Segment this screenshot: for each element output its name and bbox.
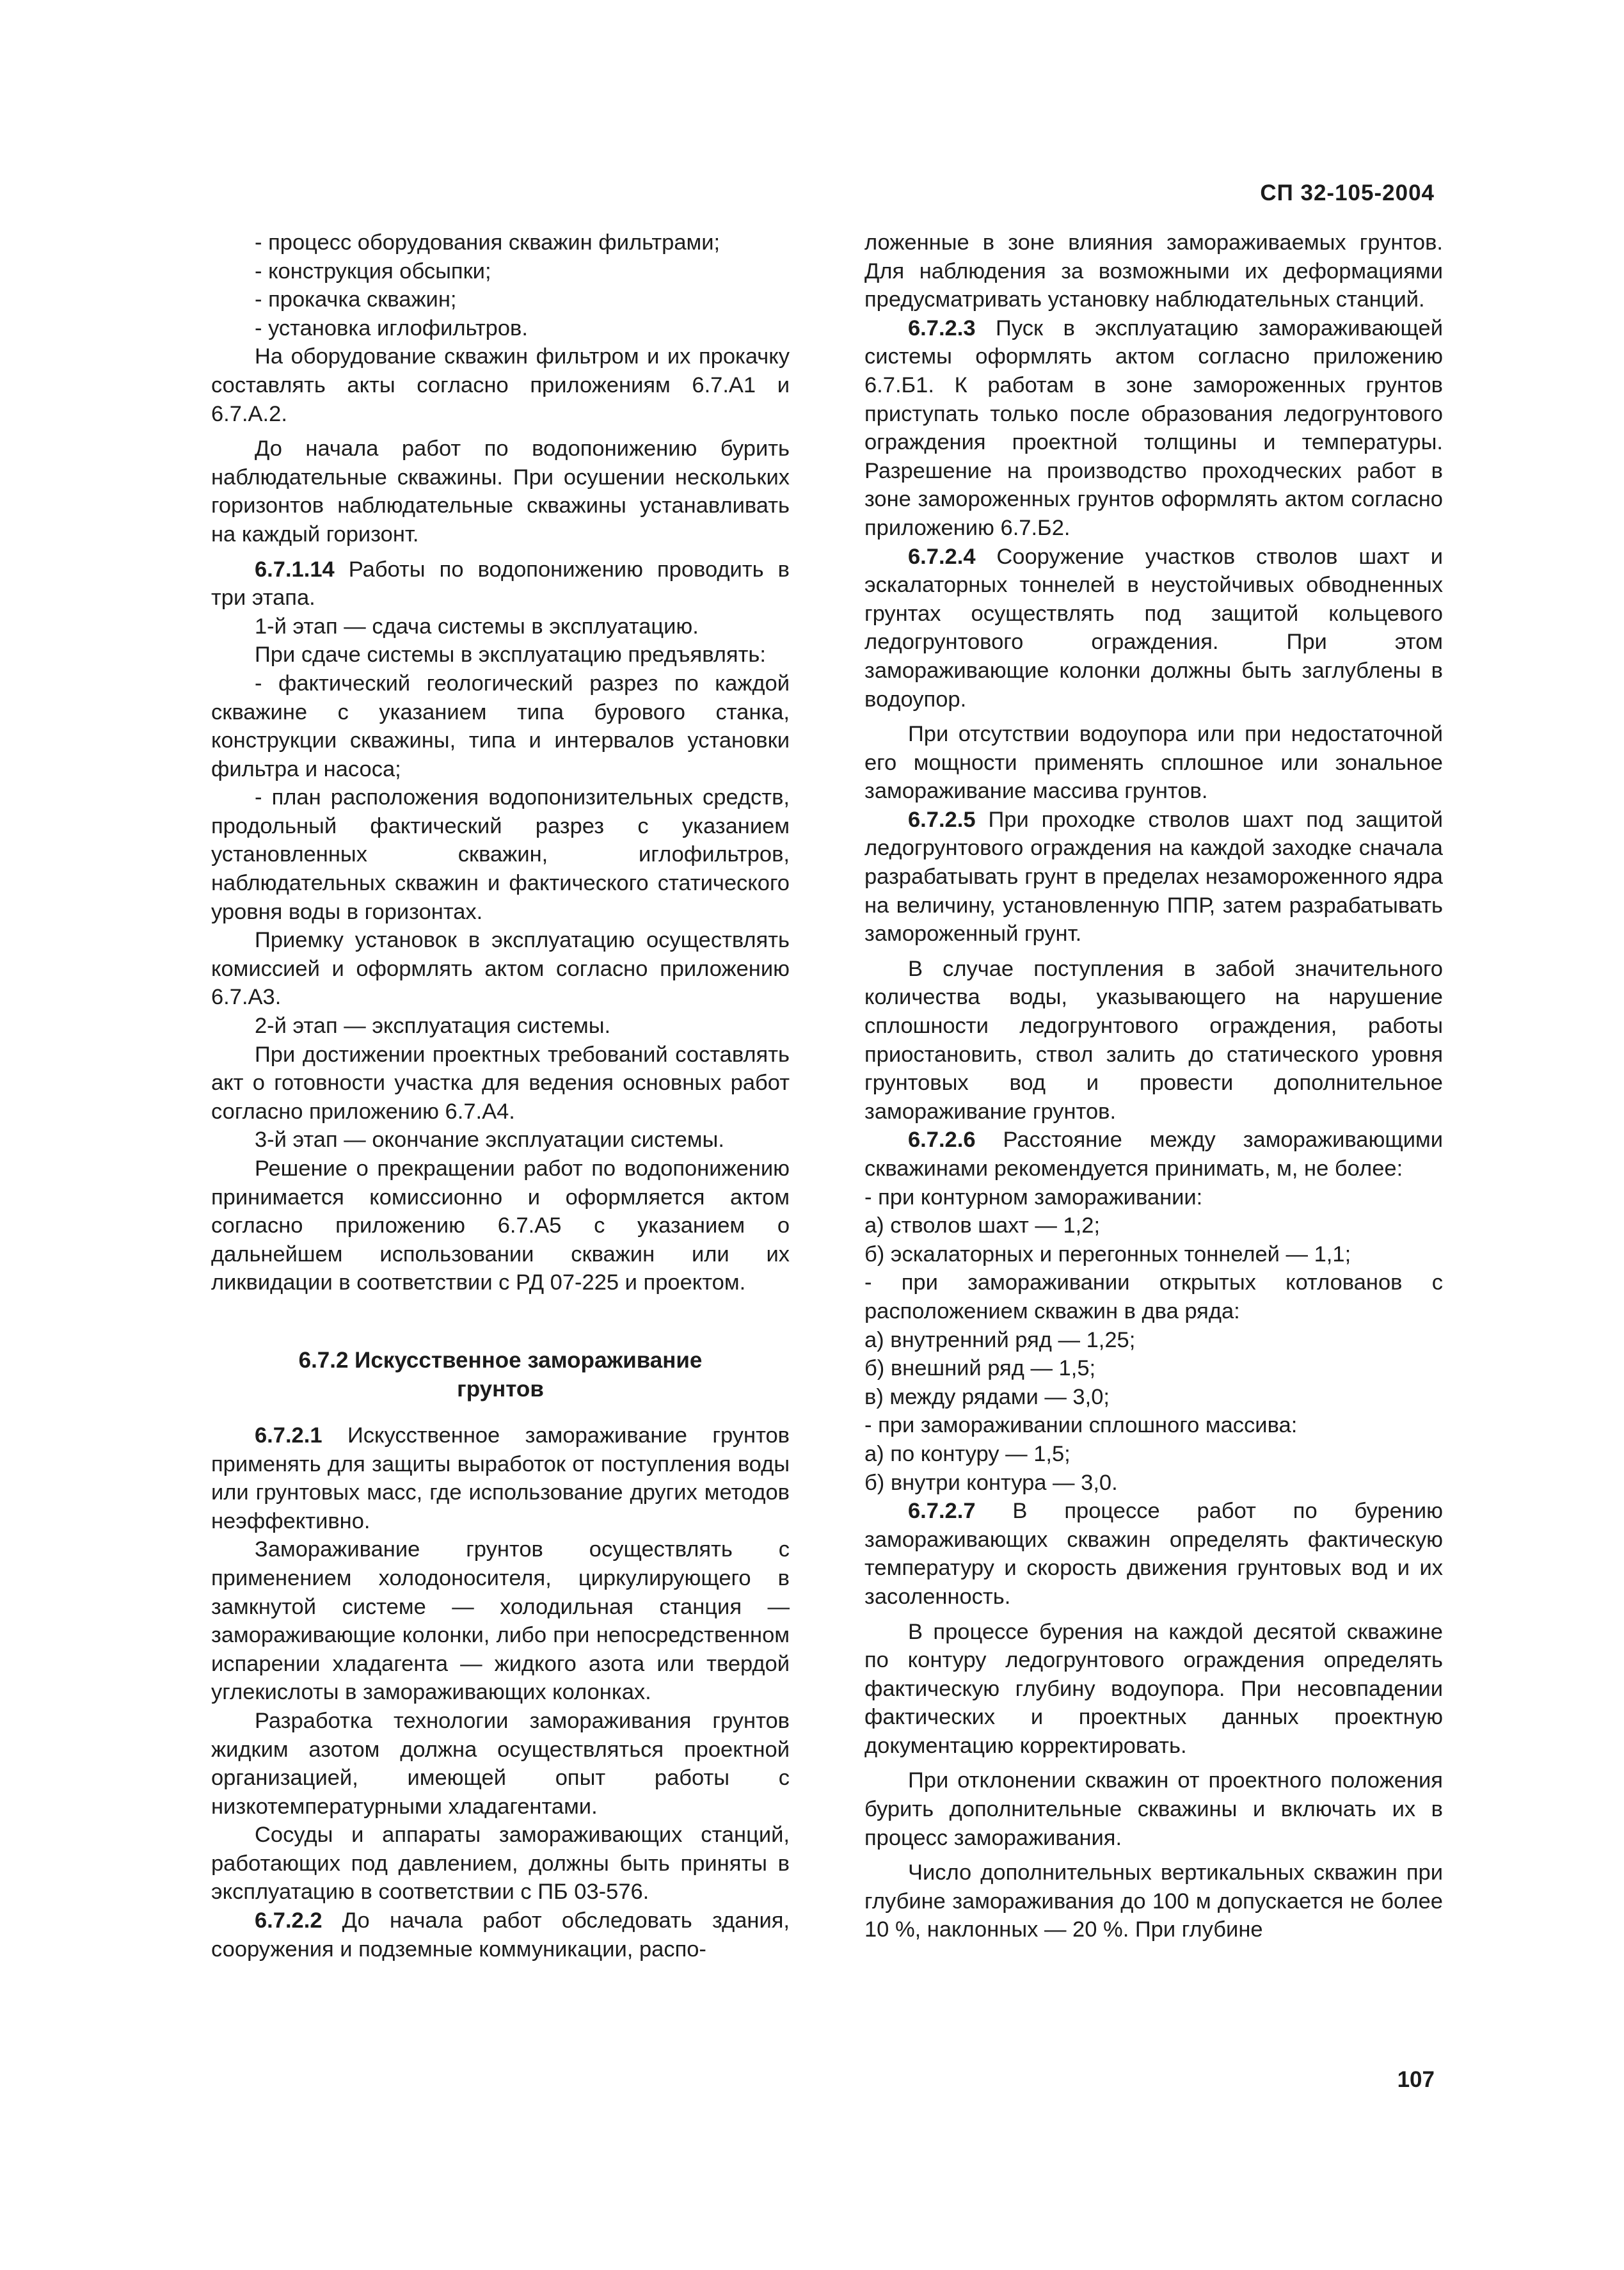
- paragraph: При отсутствии водоупора или при недостаточной его мощности применять сплошное или зональное замораживание массива грунтов.: [864, 722, 1443, 804]
- right-column: [864, 228, 1443, 1944]
- list-item: в) между рядами — 3,0;: [864, 1384, 1110, 1409]
- clause-number: 6.7.1.14: [255, 557, 335, 582]
- paragraph: В процессе бурения на каждой десятой скважине по контуру ледогрунтового ограждения определять фактическую глубину водоупора. При несовпадении фактических и проектных данных проектную документацию корректировать.: [864, 1619, 1443, 1758]
- section-heading-line: грунтов: [457, 1376, 544, 1402]
- list-item: б) внутри контура — 3,0.: [864, 1470, 1118, 1495]
- paragraph-text: До начала работ обследовать здания, сооружения и подземные коммуникации, распо-: [211, 1908, 790, 1962]
- paragraph-text: Искусственное замораживание грунтов применять для защиты выработок от поступления воды или грунтовых масс, где использование других методов неэффективно.: [211, 1423, 790, 1533]
- paragraph: 3-й этап — окончание эксплуатации системы.: [255, 1128, 724, 1153]
- paragraph-text: В процессе работ по бурению замораживающих скважин определять фактическую температуру и скорость движения грунтовых вод и их засоленность.: [864, 1499, 1443, 1609]
- paragraph: Разработка технологии замораживания грунтов жидким азотом должна осуществляться проектной организацией, имеющей опыт работы с низкотемпературными хладагентами.: [211, 1708, 790, 1819]
- paragraph: Число дополнительных вертикальных скважин при глубине замораживания до 100 м допускается не более 10 %, наклонных — 20 %. При глубине: [864, 1860, 1443, 1942]
- section-heading-line: 6.7.2 Искусственное замораживание: [298, 1347, 703, 1373]
- paragraph: Решение о прекращении работ по водопонижению принимается комиссионно и оформляется актом согласно приложению 6.7.А5 с указанием о дальнейшем использовании скважин или их ликвидации в соответствии с РД 07-225 и проектом.: [211, 1156, 790, 1295]
- paragraph-text: Работы по водопонижению проводить в три этапа.: [211, 557, 790, 611]
- list-item: б) внешний ряд — 1,5;: [864, 1356, 1096, 1381]
- paragraph: - прокачка скважин;: [255, 287, 457, 312]
- page-number: 107: [1397, 2067, 1435, 2092]
- paragraph: Замораживание грунтов осуществлять с применением холодоносителя, циркулирующего в замкнутой системе — холодильная станция — замораживающие колонки, либо при непосредственном испарении хладагента — жидкого азота или твердой углекислоты в замораживающих колонках.: [211, 1537, 790, 1705]
- clause-number: 6.7.2.1: [255, 1423, 322, 1448]
- paragraph: При отклонении скважин от проектного положения бурить дополнительные скважины и включать их в процесс замораживания.: [864, 1768, 1443, 1850]
- document-code: СП 32-105-2004: [1260, 180, 1435, 205]
- paragraph: [864, 806, 1443, 948]
- list-item: - при замораживании сплошного массива:: [864, 1413, 1298, 1438]
- paragraph: [864, 1497, 1443, 1611]
- paragraph-text: При проходке стволов шахт под защитой ледогрунтового ограждения на каждой заходке сначала разрабатывать грунт в пределах незамороженного ядра на величину, установленную ППР, затем разрабатывать замороженный грунт.: [864, 807, 1443, 947]
- list-item: а) по контуру — 1,5;: [864, 1441, 1071, 1466]
- paragraph: На оборудование скважин фильтром и их прокачку составлять акты согласно приложениям 6.7.А1 и 6.7.А.2.: [211, 344, 790, 426]
- paragraph: [864, 314, 1443, 543]
- paragraph: 2-й этап — эксплуатация системы.: [255, 1014, 611, 1039]
- paragraph: - установка иглофильтров.: [255, 316, 528, 340]
- paragraph: До начала работ по водопонижению бурить наблюдательные скважины. При осушении нескольких горизонтов наблюдательные скважины устанавливать на каждый горизонт.: [211, 436, 790, 547]
- list-item: - при контурном замораживании:: [864, 1185, 1203, 1210]
- list-item: б) эскалаторных и перегонных тоннелей — 1,1;: [864, 1242, 1351, 1267]
- paragraph: При достижении проектных требований составлять акт о готовности участка для ведения основных работ согласно приложению 6.7.А4.: [211, 1042, 790, 1124]
- paragraph: - конструкция обсыпки;: [255, 259, 491, 284]
- list-item: а) внутренний ряд — 1,25;: [864, 1327, 1136, 1352]
- paragraph: ложенные в зоне влияния замораживаемых грунтов. Для наблюдения за возможными их деформациями предусматривать установку наблюдательных станций.: [864, 230, 1443, 312]
- clause-number: 6.7.2.2: [255, 1908, 322, 1933]
- clause-number: 6.7.2.6: [908, 1128, 976, 1153]
- section-heading: [211, 1346, 790, 1403]
- paragraph-text: Пуск в эксплуатацию замораживающей системы оформлять актом согласно приложению 6.7.Б1. К работам в зоне замороженных грунтов приступать только после образования ледогрунтового ограждения проектной толщины и температуры. Разрешение на производство проходческих работ в зоне замороженных грунтов оформлять актом согласно приложению 6.7.Б2.: [864, 316, 1443, 540]
- list-item: - при замораживании открытых котлованов с расположением скважин в два ряда:: [864, 1270, 1443, 1323]
- left-column: [211, 228, 790, 1963]
- paragraph: [211, 1906, 790, 1963]
- paragraph: При сдаче системы в эксплуатацию предъявлять:: [255, 643, 766, 667]
- clause-number: 6.7.2.3: [908, 316, 976, 340]
- paragraph: 1-й этап — сдача системы в эксплуатацию.: [255, 614, 699, 639]
- paragraph: [864, 1126, 1443, 1183]
- paragraph: [211, 1421, 790, 1535]
- paragraph-text: Расстояние между замораживающими скважинами рекомендуется принимать, м, не более:: [864, 1128, 1443, 1181]
- clause-number: 6.7.2.5: [908, 807, 976, 832]
- paragraph: - процесс оборудования скважин фильтрами;: [255, 230, 720, 255]
- paragraph: [864, 543, 1443, 714]
- paragraph: В случае поступления в забой значительного количества воды, указывающего на нарушение сплошности ледогрунтового ограждения, работы приостановить, ствол залить до статического уровня грунтовых вод и провести дополнительное замораживание грунтов.: [864, 956, 1443, 1124]
- clause-number: 6.7.2.4: [908, 544, 976, 569]
- clause-number: 6.7.2.7: [908, 1499, 976, 1524]
- list-item: а) стволов шахт — 1,2;: [864, 1213, 1101, 1238]
- paragraph: Сосуды и аппараты замораживающих станций, работающих под давлением, должны быть приняты в эксплуатацию в соответствии с ПБ 03-576.: [211, 1823, 790, 1905]
- paragraph: Приемку установок в эксплуатацию осуществлять комиссией и оформлять актом согласно приложению 6.7.А3.: [211, 928, 790, 1010]
- paragraph-text: Сооружение участков стволов шахт и эскалаторных тоннелей в неустойчивых обводненных грунтах осуществлять под защитой кольцевого ледогрунтового ограждения. При этом замораживающие колонки должны быть заглублены в водоупор.: [864, 544, 1443, 712]
- paragraph: - фактический геологический разрез по каждой скважине с указанием типа бурового станка, конструкции скважины, типа и интервалов установки фильтра и насоса;: [211, 671, 790, 781]
- paragraph: - план расположения водопонизительных средств, продольный фактический разрез с указанием установленных скважин, иглофильтров, наблюдательных скважин и фактического статического уровня воды в горизонтах.: [211, 785, 790, 924]
- paragraph: [211, 556, 790, 612]
